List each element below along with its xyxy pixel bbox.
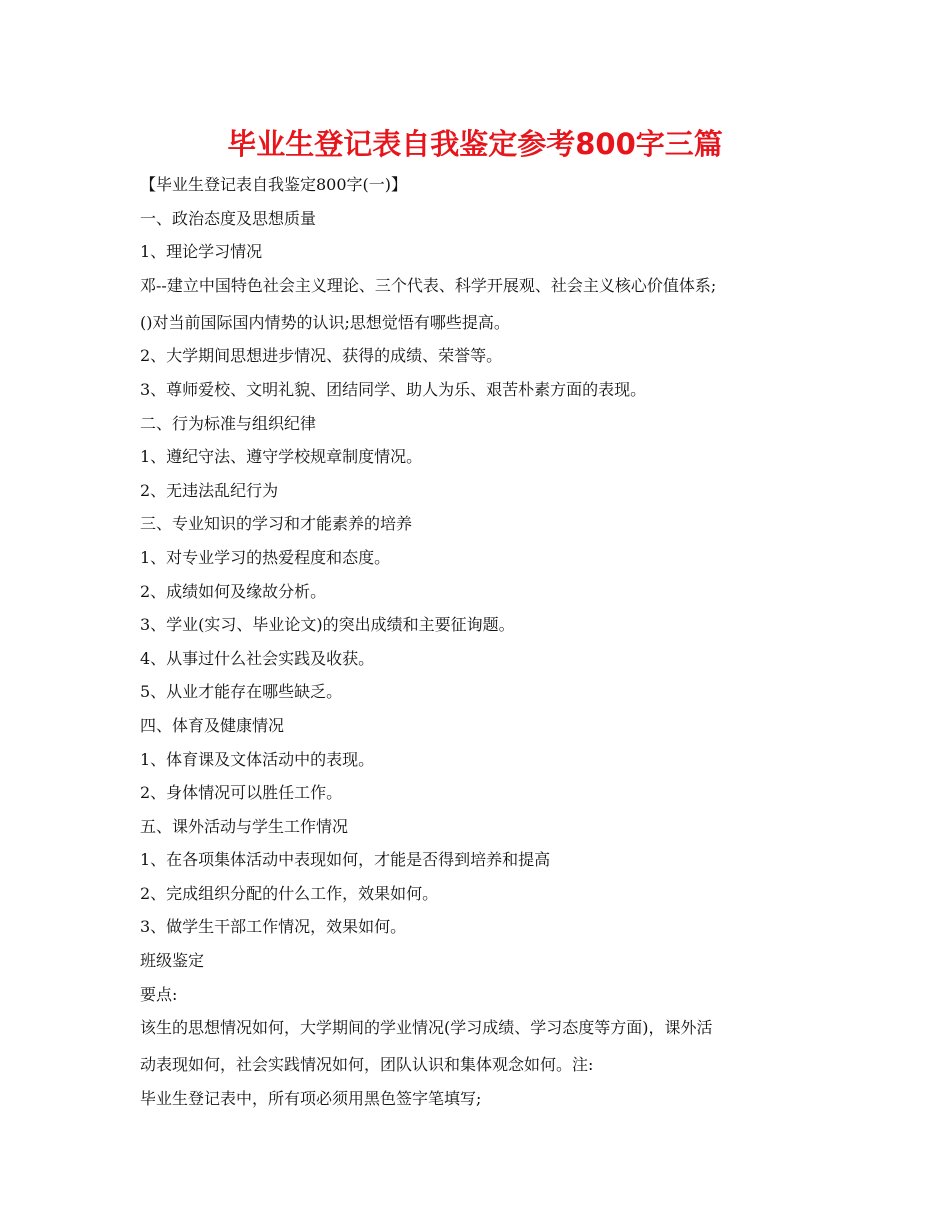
document-title: 毕业生登记表自我鉴定参考800字三篇 (227, 127, 723, 161)
list-item: 1、对专业学习的热爱程度和态度。 (140, 547, 391, 567)
list-item: 4、从事过什么社会实践及收获。 (140, 648, 375, 668)
document-body (140, 168, 840, 1115)
key-points-label: 要点: (140, 984, 178, 1004)
list-item: 2、大学期间思想进步情况、获得的成绩、荣誉等。 (140, 346, 503, 366)
paragraph-line: 毕业生登记表中，所有项必须用黑色签字笔填写; (140, 1088, 482, 1108)
paragraph-line: 邓--建立中国特色社会主义理论、三个代表、科学开展观、社会主义核心价值体系; (140, 275, 717, 295)
part-heading-health: 四、体育及健康情况 (140, 715, 285, 735)
paragraph-line: 该生的思想情况如何，大学期间的学业情况(学习成绩、学习态度等方面)，课外活 (140, 1018, 713, 1038)
list-item: 3、学业(实习、毕业论文)的突出成绩和主要征询题。 (140, 615, 515, 635)
list-item: 5、从业才能存在哪些缺乏。 (140, 682, 343, 702)
paragraph-line: 动表现如何，社会实践情况如何，团队认识和集体观念如何。注: (140, 1055, 594, 1075)
list-item: 1、遵纪守法、遵守学校规章制度情况。 (140, 447, 423, 467)
list-item: 3、尊师爱校、文明礼貌、团结同学、助人为乐、艰苦朴素方面的表现。 (140, 379, 647, 399)
paragraph-line: ()对当前国际国内情势的认识;思想觉悟有哪些提高。 (140, 312, 510, 332)
part-heading-politics: 一、政治态度及思想质量 (140, 208, 317, 228)
list-item: 1、在各项集体活动中表现如何，才能是否得到培养和提高 (140, 850, 551, 870)
list-item: 1、理论学习情况 (140, 242, 263, 262)
part-heading-study: 三、专业知识的学习和才能素养的培养 (140, 514, 413, 534)
section-heading: 【毕业生登记表自我鉴定800字(一)】 (140, 175, 408, 194)
list-item: 3、做学生干部工作情况，效果如何。 (140, 917, 407, 937)
part-heading-discipline: 二、行为标准与组织纪律 (140, 413, 317, 433)
class-appraisal-heading: 班级鉴定 (140, 951, 205, 971)
list-item: 1、体育课及文体活动中的表现。 (140, 749, 375, 769)
list-item: 2、无违法乱纪行为 (140, 480, 279, 500)
list-item: 2、完成组织分配的什么工作，效果如何。 (140, 883, 439, 903)
list-item: 2、身体情况可以胜任工作。 (140, 783, 343, 803)
list-item: 2、成绩如何及缘故分析。 (140, 581, 327, 601)
part-heading-activities: 五、课外活动与学生工作情况 (140, 816, 349, 836)
